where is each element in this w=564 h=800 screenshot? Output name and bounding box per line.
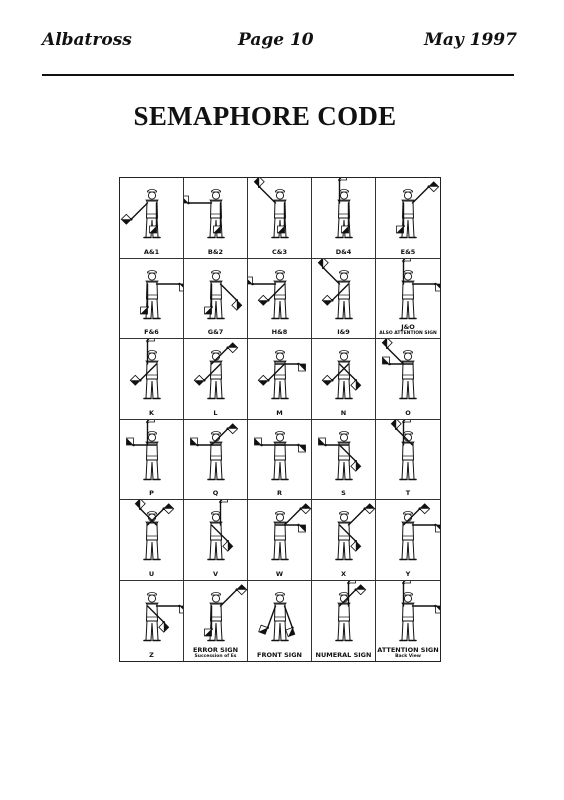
signaler-figure-icon: [312, 178, 376, 250]
semaphore-label-main: U: [148, 569, 155, 578]
semaphore-label: [184, 490, 247, 497]
semaphore-label: [248, 490, 311, 497]
semaphore-cell: [312, 581, 376, 662]
semaphore-cell: [312, 259, 376, 340]
header-publication-name: Albatross: [42, 30, 132, 50]
signaler-figure-icon: [312, 581, 376, 653]
signaler-figure-icon: [120, 581, 184, 653]
semaphore-label: [312, 410, 375, 417]
semaphore-label-main: P: [149, 489, 154, 497]
semaphore-cell: [120, 259, 184, 340]
semaphore-label: [248, 652, 311, 659]
semaphore-cell: [184, 500, 248, 581]
semaphore-cell: [376, 339, 440, 420]
signaler-figure-icon: [184, 178, 248, 250]
semaphore-label-main: X: [340, 569, 346, 578]
semaphore-cell: [120, 178, 184, 259]
signaler-figure-icon: [248, 500, 312, 572]
semaphore-label-main: C&3: [272, 247, 287, 256]
semaphore-label-main: H&8: [271, 328, 288, 336]
signaler-figure-icon: [312, 500, 376, 572]
semaphore-label: [120, 410, 183, 417]
semaphore-cell: [376, 581, 440, 662]
semaphore-label-main: M: [276, 408, 283, 417]
semaphore-label-main: L: [213, 408, 218, 417]
semaphore-label-main: T: [405, 489, 411, 497]
semaphore-label: [120, 249, 183, 256]
semaphore-label-main: O: [405, 408, 411, 417]
semaphore-cell: [312, 420, 376, 501]
semaphore-label-main: NUMERAL SIGN: [315, 651, 372, 659]
semaphore-cell: [184, 581, 248, 662]
semaphore-label-main: ATTENTION SIGN: [377, 646, 439, 654]
semaphore-cell: [184, 339, 248, 420]
semaphore-label: [184, 571, 247, 578]
semaphore-label: [376, 571, 440, 578]
semaphore-label-sub: Back View: [395, 654, 421, 659]
header-date: May 1997: [424, 30, 517, 50]
signaler-figure-icon: [376, 420, 440, 492]
semaphore-label: [120, 652, 183, 659]
semaphore-label: [376, 410, 440, 417]
semaphore-label: [120, 490, 183, 497]
semaphore-label-main: K: [148, 408, 155, 417]
semaphore-label-main: ERROR SIGN: [192, 646, 239, 654]
signaler-figure-icon: [312, 339, 376, 411]
semaphore-label: [312, 571, 375, 578]
semaphore-cell: [120, 420, 184, 501]
header-rule: [42, 74, 514, 76]
signaler-figure-icon: [248, 259, 312, 331]
semaphore-cell: [120, 581, 184, 662]
semaphore-label-main: Y: [405, 569, 411, 578]
semaphore-cell: [376, 178, 440, 259]
semaphore-label: [120, 571, 183, 578]
semaphore-label: [312, 652, 375, 659]
signaler-figure-icon: [120, 259, 184, 331]
signaler-figure-icon: [120, 339, 184, 411]
semaphore-label-main: Q: [212, 489, 219, 497]
header-page-number: Page 10: [238, 30, 314, 50]
semaphore-label: [248, 571, 311, 578]
semaphore-label-main: Z: [149, 651, 154, 659]
semaphore-label: [312, 490, 375, 497]
semaphore-label: [184, 647, 247, 659]
semaphore-label: [312, 329, 375, 336]
page-title: SEMAPHORE CODE: [133, 101, 397, 131]
signaler-figure-icon: [248, 420, 312, 492]
semaphore-label-main: S: [341, 489, 346, 497]
semaphore-cell: [120, 500, 184, 581]
semaphore-label: [376, 490, 440, 497]
semaphore-label: [312, 249, 375, 256]
signaler-figure-icon: [376, 259, 440, 331]
signaler-figure-icon: [120, 500, 184, 572]
signaler-figure-icon: [184, 339, 248, 411]
semaphore-label-main: D&4: [335, 247, 352, 256]
semaphore-cell: [248, 339, 312, 420]
semaphore-cell: [376, 500, 440, 581]
semaphore-label: [248, 410, 311, 417]
semaphore-label-main: W: [275, 569, 284, 578]
semaphore-cell: [184, 178, 248, 259]
semaphore-label: [376, 324, 440, 336]
signaler-figure-icon: [120, 178, 184, 250]
signaler-figure-icon: [248, 581, 312, 653]
signaler-figure-icon: [184, 420, 248, 492]
semaphore-label-main: F&6: [144, 328, 159, 336]
semaphore-cell: [248, 420, 312, 501]
semaphore-label: [248, 249, 311, 256]
semaphore-label-main: I&9: [337, 328, 350, 336]
semaphore-cell: [312, 178, 376, 259]
semaphore-label: [184, 329, 247, 336]
semaphore-cell: [312, 500, 376, 581]
semaphore-cell: [376, 259, 440, 340]
semaphore-label-main: R: [276, 489, 282, 497]
signaler-figure-icon: [312, 420, 376, 492]
semaphore-cell: [120, 339, 184, 420]
semaphore-chart: [119, 177, 441, 662]
semaphore-label-main: A&1: [143, 247, 160, 256]
semaphore-label-sub: Succession of Es: [194, 654, 237, 659]
semaphore-cell: [248, 259, 312, 340]
semaphore-label: [120, 329, 183, 336]
semaphore-label-main: V: [212, 569, 219, 578]
semaphore-label-main: B&2: [207, 247, 224, 256]
signaler-figure-icon: [376, 500, 440, 572]
semaphore-cell: [248, 581, 312, 662]
semaphore-label-main: G&7: [207, 328, 224, 336]
semaphore-label-sub: ALSO ATTENTION SIGN: [379, 331, 437, 336]
semaphore-cell: [184, 420, 248, 501]
semaphore-label-main: J&O: [401, 323, 415, 331]
semaphore-label: [248, 329, 311, 336]
signaler-figure-icon: [376, 178, 440, 250]
semaphore-label-main: N: [340, 408, 347, 417]
semaphore-label: [184, 410, 247, 417]
semaphore-label: [184, 249, 247, 256]
semaphore-cell: [248, 178, 312, 259]
semaphore-cell: [248, 500, 312, 581]
signaler-figure-icon: [248, 339, 312, 411]
signaler-figure-icon: [184, 500, 248, 572]
semaphore-label-main: E&5: [400, 247, 416, 256]
signaler-figure-icon: [184, 581, 248, 653]
semaphore-label: [376, 249, 440, 256]
semaphore-cell: [312, 339, 376, 420]
signaler-figure-icon: [312, 259, 376, 331]
signaler-figure-icon: [248, 178, 312, 250]
semaphore-cell: [184, 259, 248, 340]
signaler-figure-icon: [184, 259, 248, 331]
semaphore-label: [376, 647, 440, 659]
signaler-figure-icon: [376, 339, 440, 411]
semaphore-label-main: FRONT SIGN: [257, 651, 302, 659]
signaler-figure-icon: [376, 581, 440, 653]
signaler-figure-icon: [120, 420, 184, 492]
semaphore-cell: [376, 420, 440, 501]
